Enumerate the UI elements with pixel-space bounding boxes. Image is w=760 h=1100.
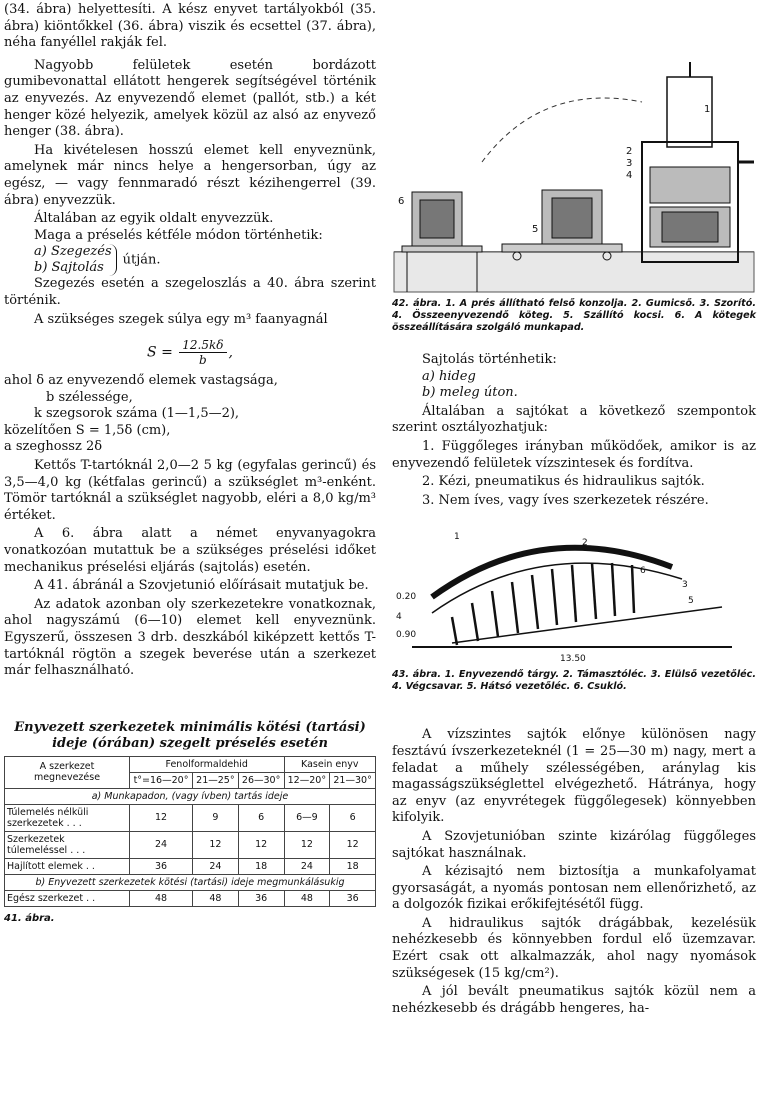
fig43-label-1: 1	[454, 532, 460, 543]
formula-lhs: S =	[147, 344, 173, 361]
paragraph: Szegezés esetén a szegeloszlás a 40. ábra szerint történik.	[4, 276, 376, 308]
paragraph: Az adatok azonban oly szerkezetekre vonatkoznak, ahol nagyszámú (6—10) elemet kell enyveznünk. Egyszerű, összesen 3 drb. deszkából kiképzett kettős T-tartóknál rögtön a szegek beverése után a szerkezet már felhasználható.	[4, 596, 376, 679]
formula-numerator: 12.5kδ	[179, 338, 226, 353]
table-title-line: Enyvezett szerkezetek minimális kötési (tartási)	[14, 719, 366, 735]
table-row	[5, 804, 376, 831]
table-cell: 36	[330, 890, 376, 906]
formula	[4, 338, 376, 367]
support-slats	[452, 563, 634, 645]
table-cell: 6	[238, 804, 284, 831]
paragraph: A 6. ábra alatt a német enyvanyagokra vonatkozóan mutattuk be a szükséges préselési időket mechanikus préselési eljárás (sajtolás) esetén.	[4, 526, 376, 575]
press-figure	[392, 62, 756, 294]
table-cell: 18	[238, 858, 284, 874]
table-cell: Hajlított elemek . .	[5, 858, 130, 874]
paragraph: 1. Függőleges irányban működőek, amikor is az enyvezendő felületek vízszintesek és fordítva.	[392, 438, 756, 471]
paragraph: A vízszintes sajtók előnye különösen nagy fesztávú ívszerkezeteknél (1 = 25—30 m) nagy, mert a feladat a műhely szélességében, aránylag kis magasságszükséglettel elvégezhető. Hátránya, hogy az enyv (az enyvrétegek függőlegesek) könnyebben kifolyik.	[392, 727, 756, 826]
fig42-label-3: 3	[626, 158, 633, 169]
list-item: a) hideg	[422, 368, 476, 384]
paragraph: Maga a préselés kétféle módon történhetik:	[34, 227, 323, 243]
paragraph: (34. ábra) helyettesíti. A kész enyvet tartályokból (35. ábra) kiöntőkkel (36. ábra) viszik és ecsettel (37. ábra), néha fanyéllel rakják fel.	[4, 2, 376, 51]
table-header: t°=16—20°	[130, 772, 193, 788]
paragraph: A kézisajtó nem biztosítja a munkafolyamat gyorsaságát, a nyomás pontosan nem ellenőrizhető, az a dolgozók fizikai erőkifejtésétől függ.	[392, 864, 756, 913]
table-row	[5, 831, 376, 858]
fig43-label-5: 5	[688, 596, 694, 607]
table-header: 21—25°	[193, 772, 239, 788]
table-cell: 18	[330, 858, 376, 874]
fig43-dimension-length: 13.50	[560, 654, 586, 665]
right-column	[392, 0, 756, 1017]
binding-time-table	[4, 756, 376, 907]
table-section: a) Munkapadon, (vagy ívben) tartás ideje	[5, 788, 376, 804]
arch-press-figure	[392, 527, 756, 667]
bundle-left	[412, 192, 462, 247]
table-header: Kasein enyv	[284, 756, 376, 772]
table-section: b) Enyvezett szerkezetek kötési (tartási) ideje megmunkálásukig	[5, 874, 376, 890]
paragraph: A jól bevált pneumatikus sajtók közül nem a nehézkesebb és drágább hengeres, ha-	[392, 984, 756, 1016]
table-row	[5, 890, 376, 906]
paragraph: A szükséges szegek súlya egy m³ faanyagnál	[34, 311, 328, 327]
figure-caption: 43. ábra. 1. Enyvezendő tárgy. 2. Támasztóléc. 3. Elülső vezetőléc. 4. Végcsavar. 5. Hátsó vezetőléc. 6. Csukló.	[392, 669, 756, 693]
formula-tail: ,	[228, 344, 233, 361]
table-header: A szerkezet megnevezése	[5, 756, 130, 788]
paragraph: Általában a sajtókat a következő szempontok szerint osztályozhatjuk:	[392, 403, 756, 436]
table-cell: Egész szerkezet . .	[5, 890, 130, 906]
option-a: a) Szegezés	[34, 244, 112, 260]
fig43-dimension-b: 0.90	[396, 630, 417, 641]
table-cell: Szerkezetek túlemeléssel . . .	[5, 831, 130, 858]
options-suffix: útján.	[122, 252, 161, 268]
paragraph: A Szovjetunióban szinte kizárólag függőleges sajtókat használnak.	[392, 828, 756, 861]
table-header: 12—20°	[284, 772, 330, 788]
bundle-middle	[542, 190, 602, 246]
paragraph: Kettős T-tartóknál 2,0—2 5 kg (egyfalas gerincű) és 3,5—4,0 kg (kétfalas gerincű) a szükséglet m³-enként. Tömör tartóknál a szükséglet nagyobb, eléri a 8,0 kg/m³ értéket.	[4, 458, 376, 523]
definition: a szeghossz 2δ	[4, 439, 103, 455]
table-header: Fenolformaldehid	[130, 756, 285, 772]
table-cell: 12	[330, 831, 376, 858]
fig42-label-2: 2	[626, 146, 633, 157]
table-cell: 48	[130, 890, 193, 906]
table-row	[5, 858, 376, 874]
table-title	[4, 720, 376, 752]
table-cell: 36	[130, 858, 193, 874]
list-item: b) meleg úton.	[422, 385, 518, 401]
table-block	[4, 720, 376, 924]
ground	[394, 252, 754, 292]
table-header: 26—30°	[238, 772, 284, 788]
brace	[34, 244, 117, 276]
fig43-label-3: 3	[682, 580, 688, 591]
table-cell: 24	[193, 858, 239, 874]
fig42-label-6: 6	[398, 196, 405, 207]
fig43-dimension-a: 0.20	[396, 592, 417, 603]
figure-caption: 42. ábra. 1. A prés állítható felső konzolja. 2. Gumicső. 3. Szorító. 4. Összeenyvezendő köteg. 5. Szállító kocsi. 6. A kötegek összeállítására szolgáló munkapad.	[392, 298, 756, 333]
table-cell: 9	[193, 804, 239, 831]
paragraph: Ha kivételesen hosszú elemet kell enyveznünk, amelynek már nincs helye a hengersorban, úgy az egész, — vagy fennmaradó részt kézihengerrel (39. ábra) enyvezzük.	[4, 142, 376, 208]
press-methods	[4, 244, 376, 276]
table-cell: 48	[284, 890, 330, 906]
swing-arc	[482, 98, 642, 162]
fig43-label-4: 4	[396, 612, 402, 623]
option-b: b) Sajtolás	[34, 260, 104, 276]
arch-body	[412, 548, 732, 647]
table-header: 21—30°	[330, 772, 376, 788]
fig43-label-6: 6	[640, 566, 646, 577]
paragraph: A 41. ábránál a Szovjetunió előírásait mutatjuk be.	[34, 578, 369, 594]
table-cell: 36	[238, 890, 284, 906]
table-cell: Túlemelés nélküli szerkezetek . . .	[5, 804, 130, 831]
fig42-label-1: 1	[704, 104, 711, 115]
table-cell: 12	[284, 831, 330, 858]
table-title-line: ideje (órában) szegelt préselés esetén	[52, 735, 328, 751]
fig42-label-5: 5	[532, 224, 539, 235]
figure-label: 41. ábra.	[4, 912, 55, 924]
bundle-press	[650, 167, 730, 247]
definition: b szélessége,	[46, 389, 133, 405]
definition: közelítően S = 1,5δ (cm),	[4, 422, 171, 438]
paragraph: 3. Nem íves, vagy íves szerkezetek részére.	[422, 492, 709, 508]
table-cell: 12	[238, 831, 284, 858]
table-cell: 24	[284, 858, 330, 874]
table-cell: 6—9	[284, 804, 330, 831]
table-cell: 12	[130, 804, 193, 831]
paragraph: Nagyobb felületek esetén bordázott gumibevonattal ellátott hengerek segítségével történik az enyvezés. Az enyvezendő elemet (pallót, stb.) a két henger közé helyezik, amelyek közül az alsó az enyvező henger (38. ábra).	[4, 57, 376, 140]
table-cell: 24	[130, 831, 193, 858]
definition: ahol δ az enyvezendő elemek vastagsága,	[4, 373, 278, 389]
table-cell: 48	[193, 890, 239, 906]
left-column	[4, 0, 376, 924]
formula-denominator: b	[199, 353, 207, 368]
paragraph: A hidraulikus sajtók drágábbak, kezelésük nehézkesebb és könnyebben fordul elő üzemzavar. Ezért csak ott alkalmazzák, ahol nagy nyomások szükségesek (15 kg/cm²).	[392, 915, 756, 981]
paragraph: Sajtolás történhetik:	[422, 352, 557, 367]
fig42-label-4: 4	[626, 170, 633, 181]
definition: k szegsorok száma (1—1,5—2),	[34, 406, 240, 422]
table-cell: 12	[193, 831, 239, 858]
table-cell: 6	[330, 804, 376, 831]
paragraph: Általában az egyik oldalt enyvezzük.	[34, 211, 274, 227]
paragraph: 2. Kézi, pneumatikus és hidraulikus sajtók.	[422, 474, 705, 490]
formula-fraction	[179, 338, 226, 367]
fig43-label-2: 2	[582, 538, 588, 549]
